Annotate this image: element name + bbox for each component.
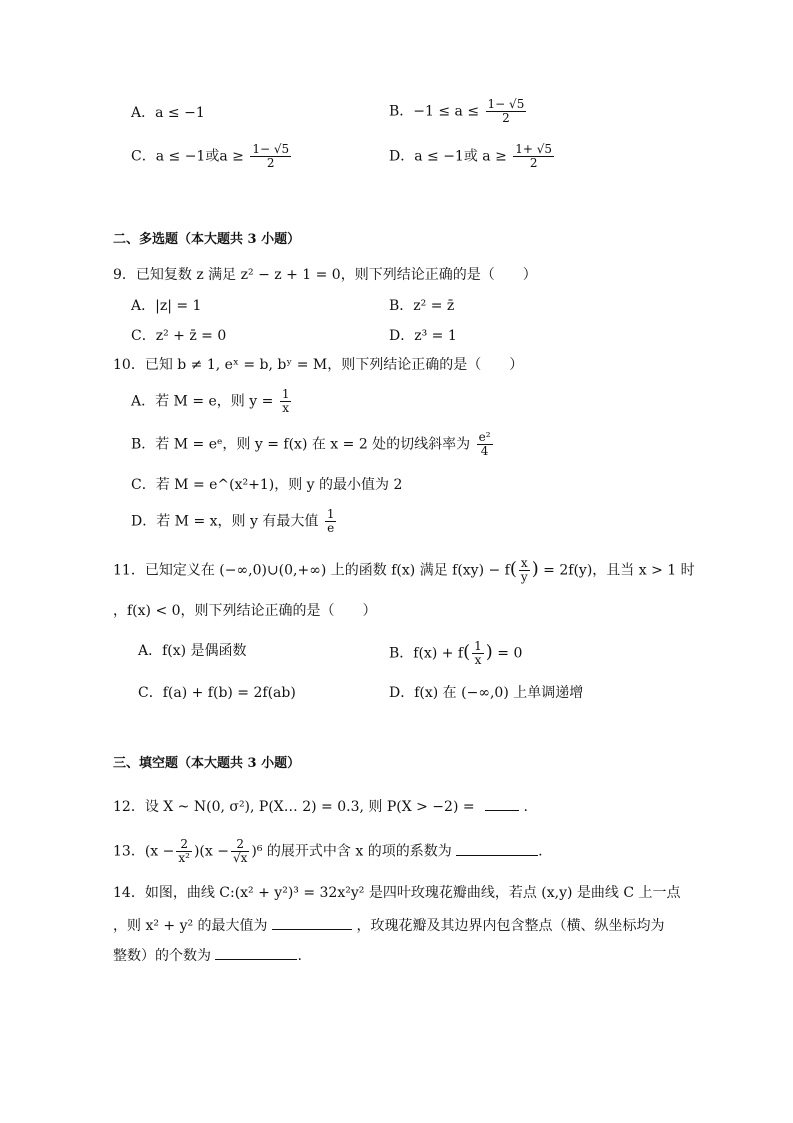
q10-stem: 10．已知 b ≠ 1, eˣ = b, bʸ = M，则下列结论正确的是（ ） xyxy=(113,357,524,373)
q13-fraction-1: $\frac{2}{\text{x²}}$ xyxy=(178,837,190,865)
q9-stem: 9．已知复数 z 满足 z² − z + 1 = 0，则下列结论正确的是（ ） xyxy=(113,267,537,283)
section-3-heading: 三、填空题（本大题共 3 小题） xyxy=(113,756,301,771)
q8-option-a: A．a ≤ −1 xyxy=(131,105,205,121)
q9-option-c: C．z² + z̄ = 0 xyxy=(131,328,227,344)
q9-option-b: B．z² = z̄ xyxy=(389,298,455,314)
q14-line3: 整数）的个数为 . xyxy=(113,945,302,965)
q11-stem-fraction: $\frac{x}{y}$ xyxy=(520,556,528,584)
q10-option-a: A．若 M = e，则 y = $\frac{1}{x}$ xyxy=(131,387,290,415)
q12-answer-blank[interactable] xyxy=(485,796,519,811)
q11-stem-line2: ，f(x) < 0，则下列结论正确的是（ ） xyxy=(113,603,377,619)
q8-b-fraction: $\frac{1- √5}{2}$ xyxy=(487,97,525,125)
q11-stem-line1: 11．已知定义在 (−∞,0)∪(0,+∞) 上的函数 f(x) 满足 f(xy) − f( $\frac{x}{y}$ ) = 2f(y)，且当 x > 1 时 xyxy=(113,556,695,584)
q9-option-a: A．|z| = 1 xyxy=(131,298,202,314)
q13-fraction-2: $\frac{2}{√x}$ xyxy=(232,837,248,865)
q8-c-fraction: $\frac{1- √5}{2}$ xyxy=(252,142,290,170)
q11-option-c: C．f(a) + f(b) = 2f(ab) xyxy=(138,685,296,701)
q9-option-d: D．z³ = 1 xyxy=(389,328,457,344)
q14-answer-blank-1[interactable] xyxy=(272,915,352,930)
q13-stem: 13．(x − $\frac{2}{\text{x²}}$ )(x − $\frac{2}{√x}$ )⁶ 的展开式中含 x 的项的系数为 . xyxy=(113,837,543,865)
q11-b-fraction: $\frac{1}{x}$ xyxy=(474,639,482,667)
section-2-heading: 二、多选题（本大题共 3 小题） xyxy=(113,232,301,247)
q10-d-fraction: $\frac{1}{e}$ xyxy=(326,507,335,535)
q8-option-b: B．−1 ≤ a ≤ $\frac{1- √5}{2}$ xyxy=(389,97,525,125)
q10-option-d: D．若 M = x，则 y 有最大值 $\frac{1}{e}$ xyxy=(131,507,335,535)
q14-answer-blank-2[interactable] xyxy=(215,945,297,960)
q13-answer-blank[interactable] xyxy=(456,841,538,856)
q11-option-b: B．f(x) + f( $\frac{1}{x}$ ) = 0 xyxy=(389,639,523,667)
q11-option-d: D．f(x) 在 (−∞,0) 上单调递增 xyxy=(389,685,584,701)
q8-option-c: C．a ≤ −1或a ≥ $\frac{1- √5}{2}$ xyxy=(131,142,290,170)
q8-option-d: D．a ≤ −1或 a ≥ $\frac{1+ √5}{2}$ xyxy=(389,142,553,170)
q14-line2: ，则 x² + y² 的最大值为 ，玫瑰花瓣及其边界内包含整点（横、纵坐标均为 xyxy=(113,915,664,935)
q8-d-fraction: $\frac{1+ √5}{2}$ xyxy=(515,142,553,170)
q10-option-c: C．若 M = e^(x²+1)，则 y 的最小值为 2 xyxy=(131,477,403,493)
q10-b-fraction: $\frac{\text{e²}}{4}$ xyxy=(478,430,491,458)
q12-stem: 12．设 X ~ N(0, σ²), P(X… 2) = 0.3, 则 P(X > −2) = . xyxy=(113,796,528,816)
q10-a-fraction: $\frac{1}{x}$ xyxy=(281,387,290,415)
q10-option-b: B．若 M = eᵉ，则 y = f(x) 在 x = 2 处的切线斜率为 $\frac{\text{e²}}{4}$ xyxy=(131,430,491,458)
q14-line1: 14．如图，曲线 C:(x² + y²)³ = 32x²y² 是四叶玫瑰花瓣曲线，若点 (x,y) 是曲线 C 上一点 xyxy=(113,885,681,901)
q11-option-a: A．f(x) 是偶函数 xyxy=(138,643,247,659)
